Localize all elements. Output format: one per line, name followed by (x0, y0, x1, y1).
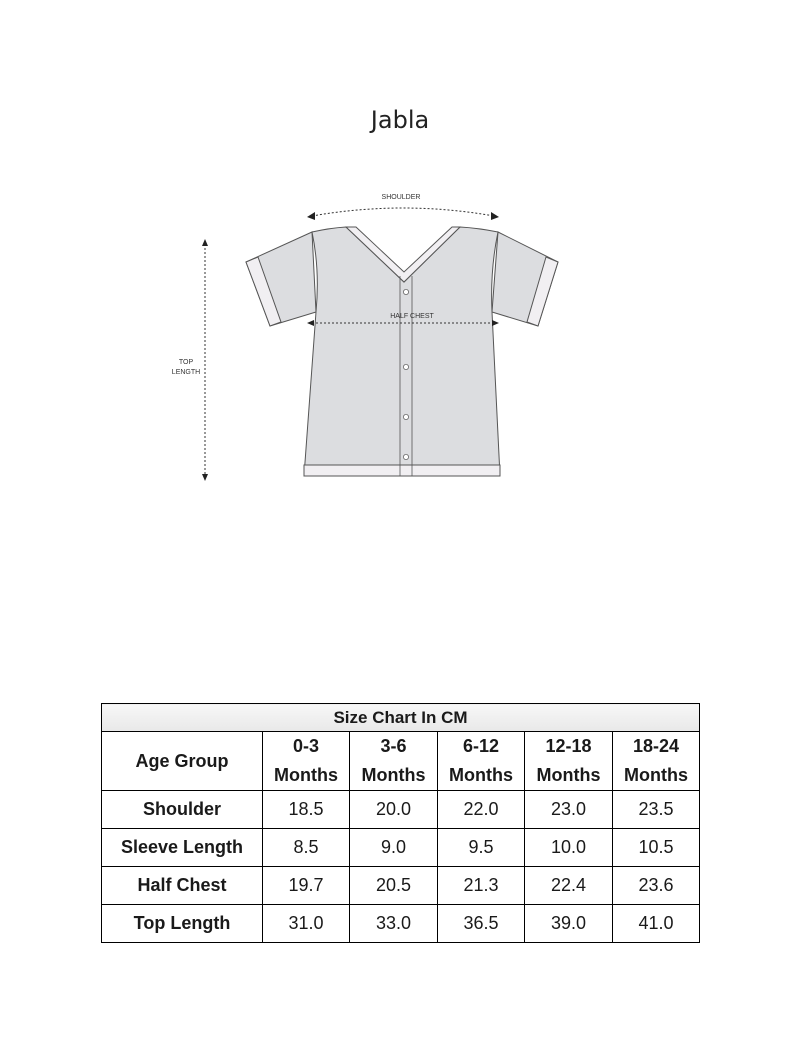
table-cell: 9.0 (350, 829, 438, 867)
table-cell: 10.5 (613, 829, 700, 867)
table-cell: 22.0 (438, 791, 525, 829)
table-cell: 23.5 (613, 791, 700, 829)
column-header: 12-18 Months (525, 732, 613, 791)
button (403, 364, 408, 369)
page-title: Jabla (370, 106, 430, 134)
table-cell: 20.0 (350, 791, 438, 829)
garment-body (304, 227, 500, 476)
table-cell: 20.5 (350, 867, 438, 905)
table-cell: 23.0 (525, 791, 613, 829)
table-row (102, 791, 700, 829)
table-cell: 19.7 (263, 867, 350, 905)
table-caption: Size Chart In CM (102, 704, 700, 732)
column-header: 18-24 Months (613, 732, 700, 791)
button (403, 414, 408, 419)
table-cell: 33.0 (350, 905, 438, 943)
hem-band (304, 465, 500, 476)
shoulder-arrow (312, 208, 494, 216)
row-label: Half Chest (102, 867, 263, 905)
table-cell: 21.3 (438, 867, 525, 905)
button (403, 289, 408, 294)
column-header: 6-12 Months (438, 732, 525, 791)
table-cell: 9.5 (438, 829, 525, 867)
top-length-label-line1: TOP (178, 359, 194, 366)
table-cell: 31.0 (263, 905, 350, 943)
row-label: Top Length (102, 905, 263, 943)
row-label: Sleeve Length (102, 829, 263, 867)
table-cell: 22.4 (525, 867, 613, 905)
table-row (102, 829, 700, 867)
table-cell: 36.5 (438, 905, 525, 943)
column-header: 3-6 Months (350, 732, 438, 791)
table-row (102, 867, 700, 905)
half-chest-label: HALF CHEST (390, 313, 434, 320)
shoulder-label: SHOULDER (381, 194, 421, 201)
age-group-header: Age Group (102, 732, 263, 791)
table-cell: 8.5 (263, 829, 350, 867)
table-cell: 10.0 (525, 829, 613, 867)
table-row (102, 905, 700, 943)
column-header: 0-3 Months (263, 732, 350, 791)
top-length-label-line2: LENGTH (171, 369, 201, 376)
size-chart-table (101, 703, 700, 943)
garment-diagram (0, 0, 800, 520)
button (403, 454, 408, 459)
table-cell: 39.0 (525, 905, 613, 943)
table-cell: 41.0 (613, 905, 700, 943)
table-cell: 18.5 (263, 791, 350, 829)
row-label: Shoulder (102, 791, 263, 829)
table-cell: 23.6 (613, 867, 700, 905)
